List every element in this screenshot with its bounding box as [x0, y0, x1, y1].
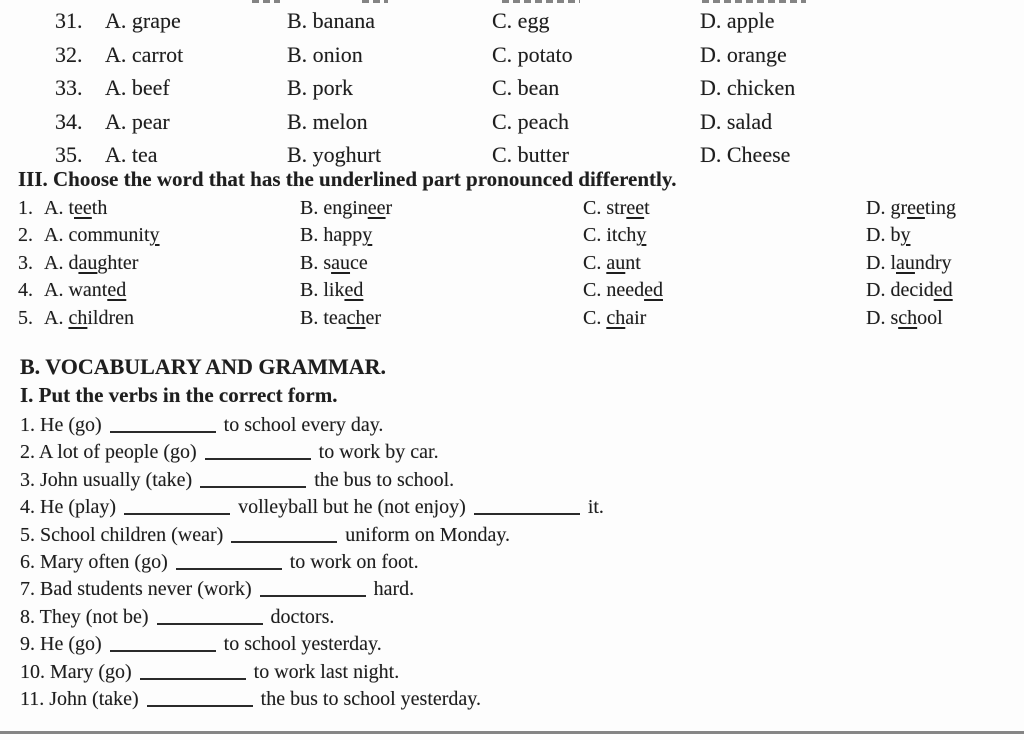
underlined-letters: y: [149, 224, 160, 247]
answer-blank: [157, 610, 263, 625]
scan-artifact: [362, 0, 388, 3]
mcq-row: [0, 38, 1024, 72]
underlined-letters: ed: [933, 279, 953, 302]
option-a: A. teeth: [44, 197, 108, 219]
option-a: A. carrot: [105, 41, 184, 67]
option-d: D. chicken: [700, 75, 796, 100]
option-d: D. laundry: [866, 251, 952, 274]
verb-item: [20, 576, 1020, 603]
underlined-letters: y: [636, 224, 647, 247]
option-b: B. melon: [287, 108, 368, 134]
item-text: uniform on Monday.: [340, 523, 511, 546]
option-b: B. teacher: [300, 306, 382, 329]
mcq-row: [0, 4, 1024, 38]
underlined-letters: ee: [626, 197, 645, 219]
scan-artifact: [252, 0, 280, 3]
verb-item: [20, 686, 1020, 713]
answer-blank: [231, 528, 337, 543]
item-text: hard.: [368, 578, 415, 601]
underlined-letters: ch: [68, 306, 88, 329]
question-number: 34.: [55, 108, 83, 134]
pronunciation-row: [0, 305, 1024, 332]
option-c: C. needed: [583, 279, 663, 302]
option-b: B. pork: [287, 75, 353, 100]
question-number: 5.: [18, 306, 33, 329]
answer-blank: [124, 500, 230, 515]
pronunciation-section: [0, 195, 1024, 332]
underlined-letters: y: [362, 224, 373, 247]
item-text: to work by car.: [313, 441, 439, 464]
option-b: B. engineer: [300, 197, 393, 219]
item-text: 1. He (go): [20, 414, 107, 436]
underlined-letters: ed: [344, 279, 364, 302]
question-number: 1.: [18, 197, 33, 219]
answer-blank: [200, 473, 306, 488]
item-text: 11. John (take): [20, 687, 144, 710]
verb-item: [20, 467, 1020, 494]
underlined-letters: ch: [346, 306, 366, 329]
pronunciation-heading: III. Choose the word that has the underlined part pronounced differently.: [18, 167, 677, 191]
option-d: D. apple: [700, 8, 775, 33]
answer-blank: [110, 637, 216, 652]
verb-item: [20, 494, 1020, 521]
item-text: to work last night.: [248, 660, 400, 683]
option-b: B. banana: [287, 8, 375, 33]
scan-artifact: [702, 0, 806, 3]
verb-item: [20, 604, 1020, 631]
scan-artifact: [502, 0, 580, 3]
item-text: 8. They (not be): [20, 605, 154, 628]
verb-item: [20, 549, 1020, 576]
question-number: 32.: [55, 41, 83, 67]
item-text: volleyball but he (not enjoy): [233, 496, 471, 519]
option-c: C. street: [583, 197, 650, 219]
underlined-letters: ed: [644, 279, 663, 302]
option-c: C. bean: [492, 75, 560, 100]
underlined-letters: au: [78, 251, 98, 274]
answer-blank: [474, 500, 580, 515]
underlined-letters: au: [606, 251, 626, 274]
pronunciation-row: [0, 195, 1024, 222]
option-d: D. by: [866, 224, 911, 247]
item-text: to work on foot.: [284, 550, 419, 573]
option-a: A. pear: [105, 108, 170, 134]
underlined-letters: au: [896, 251, 915, 274]
item-text: to school every day.: [218, 414, 384, 436]
option-d: D. Cheese: [700, 142, 791, 167]
item-text: 2. A lot of people (go): [20, 441, 202, 464]
option-d: D. salad: [700, 108, 773, 134]
verb-exercise-list: [20, 412, 1020, 713]
pronunciation-row: [0, 222, 1024, 249]
verb-item: [20, 631, 1020, 658]
underlined-letters: ee: [907, 197, 925, 219]
item-text: 7. Bad students never (work): [20, 578, 257, 601]
item-text: 5. School children (wear): [20, 523, 229, 546]
answer-blank: [205, 445, 311, 460]
option-b: B. liked: [300, 279, 364, 302]
underlined-letters: ee: [74, 197, 92, 219]
underlined-letters: ee: [367, 197, 386, 219]
answer-blank: [110, 418, 216, 433]
grammar-section-heading: B. VOCABULARY AND GRAMMAR.: [20, 354, 387, 379]
item-text: 4. He (play): [20, 496, 122, 519]
option-c: C. chair: [583, 306, 647, 329]
item-text: the bus to school.: [309, 468, 455, 491]
option-b: B. happy: [300, 224, 373, 247]
item-text: 6. Mary often (go): [20, 550, 173, 573]
underlined-letters: ed: [107, 279, 127, 302]
item-text: the bus to school yesterday.: [255, 687, 481, 710]
option-d: D. orange: [700, 41, 787, 67]
item-text: 3. John usually (take): [20, 468, 198, 491]
question-number: 33.: [55, 75, 83, 100]
option-a: A. community: [44, 224, 160, 247]
option-c: C. butter: [492, 142, 569, 167]
option-b: B. onion: [287, 41, 363, 67]
item-text: doctors.: [265, 605, 335, 628]
pronunciation-row: [0, 277, 1024, 304]
question-number: 2.: [18, 224, 33, 247]
mcq-section: [0, 4, 1024, 172]
option-c: C. itchy: [583, 224, 647, 247]
question-number: 35.: [55, 142, 83, 167]
option-a: A. daughter: [44, 251, 139, 274]
underlined-letters: ch: [898, 306, 918, 329]
answer-blank: [176, 555, 282, 570]
option-c: C. potato: [492, 41, 573, 67]
mcq-row: [0, 71, 1024, 105]
option-a: A. beef: [105, 75, 170, 100]
option-a: A. grape: [105, 8, 181, 33]
underlined-letters: ch: [606, 306, 626, 329]
option-a: A. children: [44, 306, 134, 329]
verb-exercise-heading: I. Put the verbs in the correct form.: [20, 383, 338, 407]
option-b: B. sauce: [300, 251, 368, 274]
option-c: C. aunt: [583, 251, 641, 274]
item-text: 9. He (go): [20, 633, 107, 656]
option-d: D. greeting: [866, 197, 956, 219]
pronunciation-row: [0, 250, 1024, 277]
question-number: 31.: [55, 8, 83, 33]
underlined-letters: y: [900, 224, 911, 247]
verb-item: [20, 412, 1020, 439]
option-a: A. wanted: [44, 279, 127, 302]
page-bottom-rule: [0, 731, 1024, 734]
option-a: A. tea: [105, 142, 158, 167]
answer-blank: [147, 692, 253, 707]
verb-item: [20, 659, 1020, 686]
answer-blank: [260, 582, 366, 597]
option-d: D. school: [866, 306, 943, 329]
question-number: 4.: [18, 279, 33, 302]
option-d: D. decided: [866, 279, 953, 302]
underlined-letters: au: [331, 251, 351, 274]
mcq-row: [0, 105, 1024, 139]
item-text: it.: [582, 496, 604, 519]
option-c: C. egg: [492, 8, 550, 33]
item-text: 10. Mary (go): [20, 660, 137, 683]
option-c: C. peach: [492, 108, 569, 134]
answer-blank: [140, 665, 246, 680]
question-number: 3.: [18, 251, 33, 274]
option-b: B. yoghurt: [287, 142, 382, 167]
verb-item: [20, 522, 1020, 549]
verb-item: [20, 439, 1020, 466]
item-text: to school yesterday.: [218, 633, 382, 656]
